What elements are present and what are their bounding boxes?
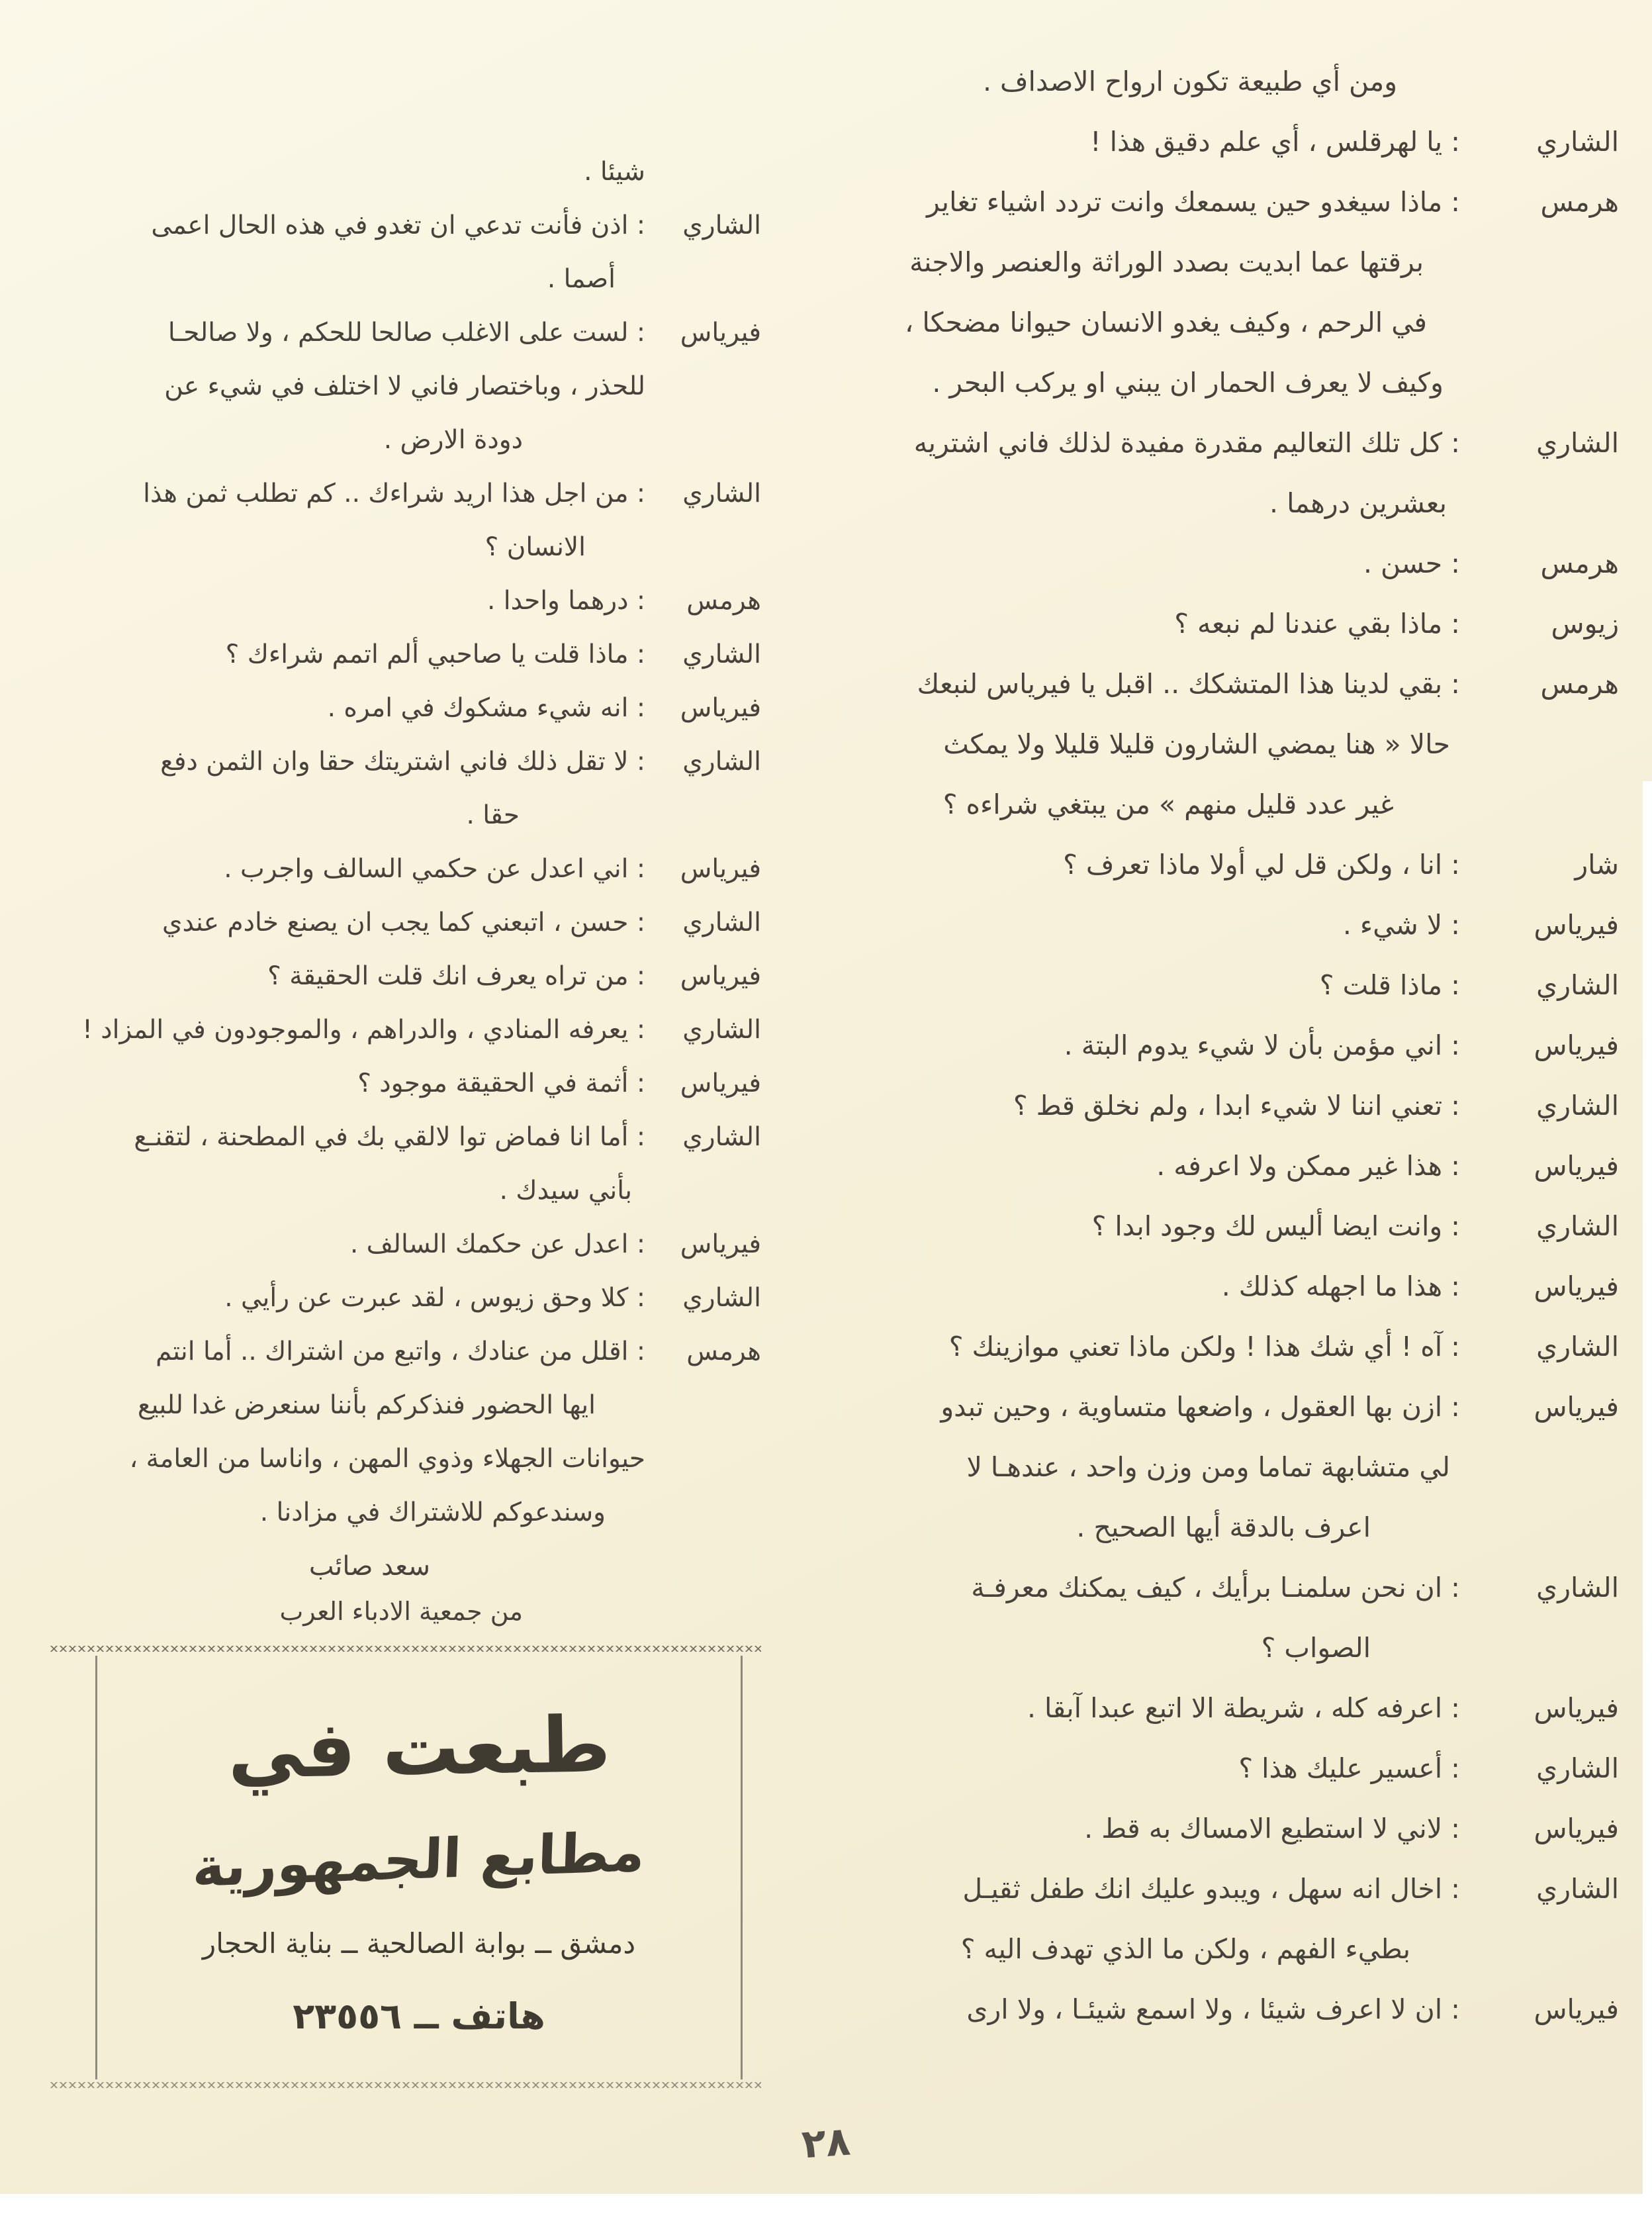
speaker-label: الشاري [682,908,761,937]
dialogue-line [49,1336,761,1390]
speaker-label: الشاري [1536,427,1619,459]
dialogue-text: : اخال انه سهل ، ويبدو عليك انك طفل ثقيـل [962,1873,1460,1905]
dialogue-line [793,1210,1619,1270]
dialogue-text: : حسن ، اتبعني كما يجب ان يصنع خادم عندي [162,908,645,937]
dialogue-line [793,1390,1619,1450]
dialogue-text: : اني مؤمن بأن لا شيء يدوم البتة . [1064,1029,1460,1061]
dialogue-text: : ان نحن سلمنـا برأيك ، كيف يمكنك معرفـة [971,1572,1460,1603]
dialogue-text: لي متشابهة تماما ومن وزن واحد ، عندهـا لا [966,1451,1450,1483]
scan-edge-right [1643,781,1652,2195]
dialogue-line [793,1029,1619,1089]
dialogue-line [49,1068,761,1121]
speaker-label: فيرياس [680,693,761,723]
dialogue-line [793,1571,1619,1631]
dialogue-line [49,585,761,639]
dialogue-line [793,788,1619,848]
dialogue-text: : كلا وحق زيوس ، لقد عبرت عن رأيي . [224,1283,645,1313]
dialogue-text: برقتها عما ابديت بصدد الوراثة والعنصر والاجنة [909,246,1424,278]
dialogue-line [49,1497,761,1550]
dialogue-text: : تعني اننا لا شيء ابدا ، ولم نخلق قط ؟ [1013,1090,1460,1121]
zigzag-divider-top [49,1646,761,1652]
speaker-label: فيرياس [1534,1391,1619,1423]
speaker-label: فيرياس [1534,1029,1619,1061]
dialogue-text: ومن أي طبيعة تكون ارواح الاصداف . [982,66,1397,97]
dialogue-text: : ماذا بقي عندنا لم نبعه ؟ [1174,608,1460,640]
dialogue-text: دودة الارض . [383,425,523,455]
dialogue-line [793,1631,1619,1691]
dialogue-line [793,908,1619,969]
dialogue-line [49,371,761,424]
dialogue-column-right [793,65,1632,2053]
dialogue-text: : كل تلك التعاليم مقدرة مفيدة لذلك فاني اشتريه [913,427,1460,459]
dialogue-line [793,366,1619,426]
speaker-label: هرمس [686,1337,761,1366]
dialogue-line [49,1121,761,1175]
dialogue-text: غير عدد قليل منهم » من يبتغي شراءه ؟ [942,788,1394,820]
dialogue-line [793,1511,1619,1571]
dialogue-text: : انا ، ولكن قل لي أولا ماذا تعرف ؟ [1063,849,1460,880]
dialogue-line [49,746,761,800]
speaker-label: فيرياس [1534,909,1619,941]
dialogue-text: : وانت ايضا أليس لك وجود ابدا ؟ [1091,1210,1460,1242]
dialogue-text: : أثمة في الحقيقة موجود ؟ [357,1069,645,1098]
signature-affiliation: من جمعية الادباء العرب [279,1597,523,1626]
dialogue-line [793,185,1619,246]
dialogue-line [49,532,761,585]
dialogue-text: : اعرفه كله ، شريطة الا اتبع عبدا آبقا . [1027,1692,1460,1724]
speaker-label: الشاري [1536,1090,1619,1121]
dialogue-text: بعشرين درهما . [1269,487,1447,519]
colophon-phone: هاتف ــ ٢٣٥٥٦ [293,1995,545,2037]
speaker-label: الشاري [682,1283,761,1313]
colophon-press-name: مطابع الجمهورية [192,1820,646,1900]
dialogue-line [793,65,1619,125]
dialogue-line [793,1270,1619,1330]
dialogue-line [793,1812,1619,1872]
speaker-label: فيرياس [680,318,761,348]
dialogue-line [793,1330,1619,1390]
speaker-label: فيرياس [680,1069,761,1098]
zigzag-divider-bottom [49,2082,761,2088]
speaker-label: فيرياس [1534,1150,1619,1182]
speaker-label: الشاري [1536,126,1619,158]
dialogue-line [49,1443,761,1497]
dialogue-line [793,607,1619,667]
dialogue-text: في الرحم ، وكيف يغدو الانسان حيوانا مضحكا ، [905,307,1427,338]
speaker-label: الشاري [1536,1572,1619,1603]
dialogue-line [793,547,1619,607]
dialogue-line [793,1450,1619,1511]
speaker-label: الشاري [682,211,761,240]
dialogue-line [49,800,761,853]
scan-edge-bottom [0,2194,1652,2235]
dialogue-text: أصما . [547,264,616,294]
speaker-label: الشاري [1536,1210,1619,1242]
dialogue-text: : ازن بها العقول ، واضعها متساوية ، وحين تبدو [941,1391,1460,1423]
dialogue-text: : يعرفه المنادي ، والدراهم ، والموجودون في المزاد ! [82,1015,645,1045]
dialogue-line [49,424,761,478]
dialogue-text: : ان لا اعرف شيئا ، ولا اسمع شيئـا ، ولا ارى [966,1993,1460,2025]
speaker-label: هرمس [1540,668,1619,700]
dialogue-text: : اعدل عن حكمك السالف . [349,1229,645,1259]
dialogue-lines [49,156,761,1550]
dialogue-text: : ماذا سيغدو حين يسمعك وانت تردد اشياء تغاير [927,186,1460,218]
speaker-label: فيرياس [1534,1270,1619,1302]
speaker-label: الشاري [682,479,761,508]
speaker-label: فيرياس [1534,1993,1619,2025]
dialogue-line [49,907,761,961]
dialogue-text: حقا . [466,800,520,830]
dialogue-text: : انه شيء مشكوك في امره . [327,693,645,723]
dialogue-text: : هذا غير ممكن ولا اعرفه . [1156,1150,1460,1182]
dialogue-line [793,487,1619,547]
speaker-label: فيرياس [1534,1813,1619,1844]
dialogue-line [793,848,1619,908]
speaker-label: زيوس [1551,608,1619,640]
speaker-label: الشاري [1536,1331,1619,1362]
speaker-label: الشاري [1536,1873,1619,1905]
dialogue-text: : درهما واحدا . [486,586,645,616]
speaker-label: الشاري [1536,969,1619,1001]
dialogue-text: الانسان ؟ [484,532,586,562]
dialogue-line [49,210,761,263]
speaker-label: الشاري [682,640,761,669]
speaker-label: الشاري [1536,1752,1619,1784]
dialogue-line [793,1752,1619,1812]
dialogue-text: : اذن فأنت تدعي ان تغدو في هذه الحال اعمى [151,211,645,240]
speaker-label: فيرياس [680,854,761,884]
dialogue-text: : آه ! أي شك هذا ! ولكن ماذا تعني موازينك ؟ [948,1331,1460,1362]
speaker-label: الشاري [682,1015,761,1045]
dialogue-line [49,156,761,210]
dialogue-line [49,639,761,692]
dialogue-line [49,317,761,371]
dialogue-text: حيوانات الجهلاء وذوي المهن ، واناسا من العامة ، [129,1444,645,1474]
dialogue-text: اعرف بالدقة أيها الصحيح . [1076,1511,1371,1543]
speaker-label: الشاري [682,747,761,777]
speaker-label: فيرياس [680,961,761,991]
dialogue-line [49,1175,761,1229]
dialogue-line [49,1014,761,1068]
dialogue-text: : يا لهرقلس ، أي علم دقيق هذا ! [1090,126,1460,158]
dialogue-text: : ماذا قلت ؟ [1319,969,1460,1001]
dialogue-text: : ماذا قلت يا صاحبي ألم اتمم شراءك ؟ [225,640,645,669]
dialogue-text: ايها الحضور فنذكركم بأننا سنعرض غدا للبيع [137,1390,596,1420]
dialogue-text: وسندعوكم للاشتراك في مزادنا . [259,1498,606,1527]
dialogue-text: : حسن . [1363,547,1460,579]
dialogue-line [793,1149,1619,1210]
dialogue-line [793,306,1619,366]
dialogue-line [793,1932,1619,1993]
dialogue-line [49,263,761,317]
dialogue-text: بطيء الفهم ، ولكن ما الذي تهدف اليه ؟ [960,1933,1410,1965]
dialogue-line [793,125,1619,185]
dialogue-line [793,1993,1619,2053]
dialogue-column-left [49,156,777,2091]
dialogue-line [793,667,1619,728]
dialogue-text: شيئا . [584,157,645,187]
dialogue-line [793,246,1619,306]
translator-signature: سعد صائب [308,1551,430,1582]
speaker-label: هرمس [1540,547,1619,579]
dialogue-text: : بقي لدينا هذا المتشكك .. اقبل يا فيرياس لنبعك [917,668,1460,700]
dialogue-line [49,1390,761,1443]
dialogue-text: وكيف لا يعرف الحمار ان يبني او يركب البحر . [932,367,1444,399]
printer-colophon-box [95,1656,743,2079]
speaker-label: الشاري [682,1122,761,1152]
speaker-label: شار [1575,849,1619,880]
dialogue-line [49,961,761,1014]
dialogue-text: : اني اعدل عن حكمي السالف واجرب . [224,854,645,884]
colophon-printed-in: طبعت في [226,1699,612,1797]
speaker-label: هرمس [686,586,761,616]
dialogue-text: : أما انا فماض توا لالقي بك في المطحنة ، لتقنـع [134,1122,645,1152]
dialogue-text: الصواب ؟ [1261,1632,1371,1664]
dialogue-line [49,692,761,746]
dialogue-text: بأني سيدك . [499,1176,632,1206]
dialogue-text: حالا « هنا يمضي الشارون قليلا قليلا ولا يمكث [943,728,1450,760]
speaker-label: فيرياس [1534,1692,1619,1724]
dialogue-line [793,1691,1619,1752]
dialogue-line [793,1872,1619,1932]
dialogue-text: : أعسير عليك هذا ؟ [1238,1752,1460,1784]
dialogue-line [793,1089,1619,1149]
dialogue-line [49,1229,761,1282]
dialogue-text: : لا تقل ذلك فاني اشتريتك حقا وان الثمن دفع [160,747,645,777]
dialogue-line [793,969,1619,1029]
dialogue-line [49,853,761,907]
speaker-label: هرمس [1540,186,1619,218]
dialogue-text: : من تراه يعرف انك قلت الحقيقة ؟ [267,961,645,991]
dialogue-text: : من اجل هذا اريد شراءك .. كم تطلب ثمن هذا [143,479,645,508]
dialogue-text: : هذا ما اجهله كذلك . [1221,1270,1460,1302]
dialogue-text: للحذر ، وباختصار فاني لا اختلف في شيء عن [164,371,645,401]
dialogue-line [793,728,1619,788]
dialogue-line [49,478,761,532]
dialogue-text: : لا شيء . [1342,909,1460,941]
dialogue-text: : اقلل من عنادك ، واتبع من اشتراك .. أما انتم [156,1337,645,1366]
speaker-label: فيرياس [680,1229,761,1259]
dialogue-line [793,426,1619,487]
page-number: ٢٨ [800,2118,852,2168]
dialogue-text: : لست على الاغلب صالحا للحكم ، ولا صالحـا [167,318,645,348]
dialogue-line [49,1282,761,1336]
dialogue-text: : لاني لا استطيع الامساك به قط . [1084,1813,1460,1844]
colophon-address: دمشق ــ بوابة الصالحية ــ بناية الحجار [202,1927,636,1960]
